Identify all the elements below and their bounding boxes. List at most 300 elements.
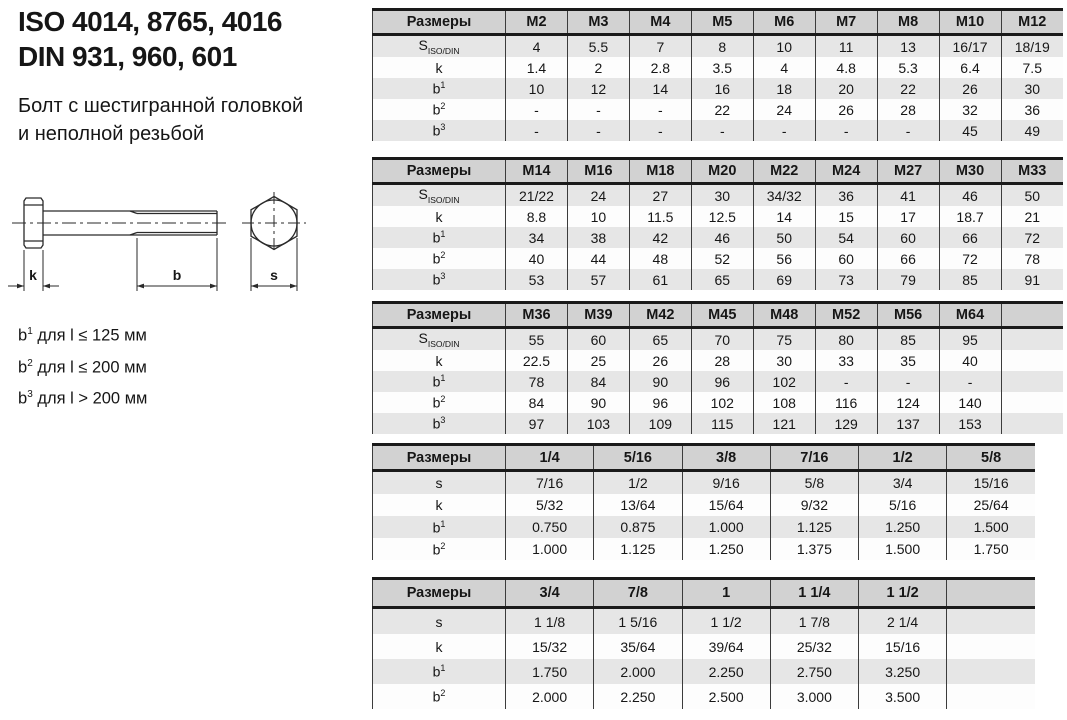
value-cell: 3.500	[859, 684, 947, 709]
value-cell: 8	[691, 35, 753, 58]
row-label: $b^1$	[373, 78, 506, 99]
corner-header: Размеры	[373, 579, 506, 608]
value-cell: -	[815, 371, 877, 392]
value-cell: 18/19	[1001, 35, 1063, 58]
row-label: k	[373, 206, 506, 227]
size-column-header: M27	[877, 159, 939, 184]
value-cell: 91	[1001, 269, 1063, 290]
size-column-header: 1 1/4	[770, 579, 858, 608]
value-cell: 96	[691, 371, 753, 392]
corner-header: Размеры	[373, 303, 506, 328]
table-row	[373, 392, 1064, 413]
value-cell: 66	[877, 248, 939, 269]
size-column-header: M14	[506, 159, 568, 184]
value-cell: 2.8	[629, 57, 691, 78]
row-label: $b^2$	[373, 248, 506, 269]
table-row	[373, 538, 1036, 560]
value-cell: 18.7	[939, 206, 1001, 227]
dim-label-b: b	[172, 267, 182, 283]
value-cell: 10	[506, 78, 568, 99]
value-cell: 30	[691, 184, 753, 207]
value-cell: -	[877, 371, 939, 392]
value-cell: 90	[629, 371, 691, 392]
value-cell: 72	[1001, 227, 1063, 248]
size-column-header: M7	[815, 10, 877, 35]
row-label: $b^2$	[373, 684, 506, 709]
table-row	[373, 413, 1064, 434]
value-cell: 15/64	[682, 494, 770, 516]
value-cell: 95	[939, 328, 1001, 351]
value-cell: 56	[753, 248, 815, 269]
value-cell: 129	[815, 413, 877, 434]
value-cell: 36	[1001, 99, 1063, 120]
value-cell: 50	[753, 227, 815, 248]
size-column-header: M42	[629, 303, 691, 328]
size-column-header: 7/8	[594, 579, 682, 608]
size-column-header: 1	[682, 579, 770, 608]
value-cell: 46	[691, 227, 753, 248]
size-column-header: 5/16	[594, 445, 682, 471]
value-cell: 66	[939, 227, 1001, 248]
value-cell: 2.750	[770, 659, 858, 684]
value-cell: 12.5	[691, 206, 753, 227]
value-cell: 2.500	[682, 684, 770, 709]
size-column-header: M30	[939, 159, 1001, 184]
size-column-header: M36	[506, 303, 568, 328]
size-column-header: M20	[691, 159, 753, 184]
value-cell: 85	[939, 269, 1001, 290]
value-cell: 1.375	[770, 538, 858, 560]
dimension-table	[372, 443, 1035, 560]
table-row	[373, 659, 1036, 684]
value-cell: 1 1/2	[682, 608, 770, 635]
table-row	[373, 494, 1036, 516]
value-cell: 65	[629, 328, 691, 351]
row-label: $b^3$	[373, 269, 506, 290]
value-cell: 2.000	[594, 659, 682, 684]
footnote-b1: $b^1$ для l ≤ 125 мм	[18, 326, 147, 345]
value-cell: 3.5	[691, 57, 753, 78]
value-cell: 103	[567, 413, 629, 434]
size-column-header: M3	[567, 10, 629, 35]
value-cell	[1001, 350, 1063, 371]
size-column-header: 5/8	[947, 445, 1035, 471]
size-column-header	[1001, 303, 1063, 328]
size-column-header: M24	[815, 159, 877, 184]
value-cell: 36	[815, 184, 877, 207]
value-cell: 17	[877, 206, 939, 227]
size-column-header: M16	[567, 159, 629, 184]
value-cell: 38	[567, 227, 629, 248]
value-cell: 30	[753, 350, 815, 371]
value-cell: -	[753, 120, 815, 141]
value-cell: 1.125	[770, 516, 858, 538]
value-cell: 116	[815, 392, 877, 413]
value-cell: 140	[939, 392, 1001, 413]
value-cell: 5/16	[859, 494, 947, 516]
dimension-lines-side	[8, 238, 217, 291]
value-cell: 78	[1001, 248, 1063, 269]
value-cell: 2 1/4	[859, 608, 947, 635]
value-cell: 25/32	[770, 634, 858, 659]
subtitle-line-1: Болт с шестигранной головкой	[18, 95, 304, 117]
value-cell: 3.000	[770, 684, 858, 709]
table-metric-m2-m12	[372, 8, 1063, 141]
value-cell: 27	[629, 184, 691, 207]
value-cell: 102	[691, 392, 753, 413]
value-cell	[947, 659, 1035, 684]
value-cell: 28	[691, 350, 753, 371]
value-cell: 34	[506, 227, 568, 248]
size-column-header: M10	[939, 10, 1001, 35]
value-cell: 35/64	[594, 634, 682, 659]
value-cell: 7.5	[1001, 57, 1063, 78]
subtitle-line-2: и неполной резьбой	[18, 123, 205, 145]
value-cell: 60	[877, 227, 939, 248]
dim-label-k: k	[29, 267, 37, 283]
row-label: $b^1$	[373, 659, 506, 684]
value-cell: 30	[1001, 78, 1063, 99]
title-din: DIN 931, 960, 601	[18, 41, 237, 72]
value-cell	[947, 684, 1035, 709]
table-row	[373, 57, 1064, 78]
size-column-header: 1 1/2	[859, 579, 947, 608]
value-cell: 15/16	[947, 471, 1035, 495]
value-cell: 26	[939, 78, 1001, 99]
value-cell: 8.8	[506, 206, 568, 227]
size-column-header: M5	[691, 10, 753, 35]
value-cell: 39/64	[682, 634, 770, 659]
row-label: $S_{ISO/DIN}$	[373, 35, 506, 58]
table-inch-quarter-to-fiveeighths	[372, 443, 1035, 560]
table-row	[373, 516, 1036, 538]
dimension-table	[372, 157, 1063, 290]
page-subtitle	[18, 92, 303, 148]
value-cell: 22	[691, 99, 753, 120]
value-cell: 96	[629, 392, 691, 413]
size-column-header: M6	[753, 10, 815, 35]
row-label: $b^2$	[373, 99, 506, 120]
size-column-header	[947, 579, 1035, 608]
dimension-table	[372, 577, 1035, 709]
page-title	[18, 4, 282, 74]
value-cell: -	[567, 99, 629, 120]
value-cell: 75	[753, 328, 815, 351]
table-row	[373, 35, 1064, 58]
value-cell: 11	[815, 35, 877, 58]
table-row	[373, 248, 1064, 269]
value-cell: 10	[753, 35, 815, 58]
value-cell: 54	[815, 227, 877, 248]
size-column-header: 3/4	[506, 579, 594, 608]
value-cell: 2.250	[682, 659, 770, 684]
value-cell: 153	[939, 413, 1001, 434]
value-cell: 84	[506, 392, 568, 413]
size-column-header: M33	[1001, 159, 1063, 184]
corner-header: Размеры	[373, 445, 506, 471]
bolt-end-view	[242, 192, 306, 254]
row-label: $b^2$	[373, 538, 506, 560]
value-cell: -	[691, 120, 753, 141]
bolt-technical-drawing	[4, 182, 326, 317]
value-cell: 2	[567, 57, 629, 78]
value-cell: 115	[691, 413, 753, 434]
value-cell: 7	[629, 35, 691, 58]
table-row	[373, 608, 1036, 635]
value-cell: -	[629, 99, 691, 120]
value-cell: 1.500	[947, 516, 1035, 538]
value-cell: 108	[753, 392, 815, 413]
value-cell: 2.000	[506, 684, 594, 709]
row-label: k	[373, 350, 506, 371]
size-column-header: M18	[629, 159, 691, 184]
value-cell: 79	[877, 269, 939, 290]
size-column-header: M56	[877, 303, 939, 328]
value-cell: 109	[629, 413, 691, 434]
value-cell: 1.500	[859, 538, 947, 560]
value-cell: 49	[1001, 120, 1063, 141]
value-cell: 5/8	[770, 471, 858, 495]
value-cell: 15	[815, 206, 877, 227]
value-cell	[947, 608, 1035, 635]
value-cell: 69	[753, 269, 815, 290]
dimension-table	[372, 301, 1063, 434]
value-cell: 52	[691, 248, 753, 269]
corner-header: Размеры	[373, 10, 506, 35]
value-cell: 34/32	[753, 184, 815, 207]
value-cell: -	[506, 120, 568, 141]
value-cell: 4	[506, 35, 568, 58]
value-cell: 5.5	[567, 35, 629, 58]
value-cell: 4.8	[815, 57, 877, 78]
table-row	[373, 350, 1064, 371]
value-cell: 14	[629, 78, 691, 99]
size-column-header: M12	[1001, 10, 1063, 35]
value-cell: 16	[691, 78, 753, 99]
value-cell: 26	[815, 99, 877, 120]
value-cell: 53	[506, 269, 568, 290]
value-cell: 9/32	[770, 494, 858, 516]
table-row	[373, 371, 1064, 392]
value-cell: 44	[567, 248, 629, 269]
value-cell: -	[506, 99, 568, 120]
size-column-header: 3/8	[682, 445, 770, 471]
value-cell: 65	[691, 269, 753, 290]
value-cell: -	[939, 371, 1001, 392]
row-label: $b^1$	[373, 516, 506, 538]
value-cell: 0.875	[594, 516, 682, 538]
table-row	[373, 99, 1064, 120]
value-cell: 1.250	[682, 538, 770, 560]
dim-label-s: s	[270, 267, 278, 283]
value-cell: 42	[629, 227, 691, 248]
value-cell: 1 7/8	[770, 608, 858, 635]
value-cell: 35	[877, 350, 939, 371]
value-cell: 5.3	[877, 57, 939, 78]
size-column-header: 7/16	[770, 445, 858, 471]
value-cell: 3/4	[859, 471, 947, 495]
value-cell	[1001, 413, 1063, 434]
size-column-header: M52	[815, 303, 877, 328]
value-cell: 40	[506, 248, 568, 269]
title-iso: ISO 4014, 8765, 4016	[18, 6, 282, 37]
table-row	[373, 471, 1036, 495]
value-cell: 13	[877, 35, 939, 58]
value-cell: 121	[753, 413, 815, 434]
value-cell: 25/64	[947, 494, 1035, 516]
size-column-header: M4	[629, 10, 691, 35]
value-cell: 24	[753, 99, 815, 120]
bolt-side-view	[12, 198, 226, 248]
value-cell: 73	[815, 269, 877, 290]
value-cell: 13/64	[594, 494, 682, 516]
size-column-header: M2	[506, 10, 568, 35]
value-cell: 11.5	[629, 206, 691, 227]
value-cell	[1001, 371, 1063, 392]
value-cell: 137	[877, 413, 939, 434]
value-cell: 15/32	[506, 634, 594, 659]
value-cell: 90	[567, 392, 629, 413]
value-cell: 20	[815, 78, 877, 99]
table-metric-m36-m64	[372, 301, 1063, 434]
value-cell: 32	[939, 99, 1001, 120]
value-cell: 1 1/8	[506, 608, 594, 635]
value-cell: 78	[506, 371, 568, 392]
value-cell: 2.250	[594, 684, 682, 709]
footnote-b3: $b^3$ для l > 200 мм	[18, 389, 148, 408]
row-label: s	[373, 608, 506, 635]
value-cell: 1.125	[594, 538, 682, 560]
value-cell: 1.000	[506, 538, 594, 560]
value-cell: 48	[629, 248, 691, 269]
value-cell: 84	[567, 371, 629, 392]
value-cell: 14	[753, 206, 815, 227]
size-column-header: M22	[753, 159, 815, 184]
value-cell: 5/32	[506, 494, 594, 516]
table-row	[373, 78, 1064, 99]
value-cell: 45	[939, 120, 1001, 141]
table-row	[373, 120, 1064, 141]
table-inch-threequarter-to-oneandhalf	[372, 577, 1035, 709]
value-cell: 18	[753, 78, 815, 99]
value-cell: 46	[939, 184, 1001, 207]
row-label: $b^3$	[373, 120, 506, 141]
value-cell: 4	[753, 57, 815, 78]
value-cell: 7/16	[506, 471, 594, 495]
value-cell: 6.4	[939, 57, 1001, 78]
row-label: $S_{ISO/DIN}$	[373, 184, 506, 207]
row-label: $b^1$	[373, 227, 506, 248]
table-row	[373, 227, 1064, 248]
value-cell: 24	[567, 184, 629, 207]
size-column-header: M39	[567, 303, 629, 328]
value-cell: 16/17	[939, 35, 1001, 58]
value-cell	[947, 634, 1035, 659]
value-cell: 124	[877, 392, 939, 413]
size-column-header: M48	[753, 303, 815, 328]
row-label: $b^3$	[373, 413, 506, 434]
value-cell: 10	[567, 206, 629, 227]
value-cell: 21/22	[506, 184, 568, 207]
row-label: $b^1$	[373, 371, 506, 392]
value-cell: 55	[506, 328, 568, 351]
row-label: k	[373, 494, 506, 516]
value-cell: 12	[567, 78, 629, 99]
table-metric-m14-m33	[372, 157, 1063, 290]
value-cell: 15/16	[859, 634, 947, 659]
value-cell: 1.4	[506, 57, 568, 78]
value-cell: 60	[815, 248, 877, 269]
value-cell: 40	[939, 350, 1001, 371]
value-cell: 28	[877, 99, 939, 120]
size-column-header: M45	[691, 303, 753, 328]
value-cell: 1.750	[506, 659, 594, 684]
row-label: s	[373, 471, 506, 495]
value-cell: 80	[815, 328, 877, 351]
table-row	[373, 328, 1064, 351]
value-cell: 25	[567, 350, 629, 371]
value-cell: 0.750	[506, 516, 594, 538]
value-cell: 1.750	[947, 538, 1035, 560]
value-cell: -	[629, 120, 691, 141]
dimension-table	[372, 8, 1063, 141]
value-cell: 85	[877, 328, 939, 351]
value-cell: -	[877, 120, 939, 141]
value-cell: 102	[753, 371, 815, 392]
table-row	[373, 684, 1036, 709]
footnote-b2: $b^2$ для l ≤ 200 мм	[18, 357, 147, 376]
table-row	[373, 184, 1064, 207]
size-column-header: M64	[939, 303, 1001, 328]
table-row	[373, 634, 1036, 659]
value-cell: 33	[815, 350, 877, 371]
value-cell: -	[567, 120, 629, 141]
value-cell: 61	[629, 269, 691, 290]
row-label: k	[373, 634, 506, 659]
size-column-header: M8	[877, 10, 939, 35]
value-cell	[1001, 328, 1063, 351]
row-label: k	[373, 57, 506, 78]
value-cell: 41	[877, 184, 939, 207]
value-cell	[1001, 392, 1063, 413]
value-cell: 60	[567, 328, 629, 351]
value-cell: 57	[567, 269, 629, 290]
value-cell: 97	[506, 413, 568, 434]
value-cell: 21	[1001, 206, 1063, 227]
size-column-header: 1/4	[506, 445, 594, 471]
value-cell: -	[815, 120, 877, 141]
value-cell: 50	[1001, 184, 1063, 207]
value-cell: 1 5/16	[594, 608, 682, 635]
value-cell: 1.000	[682, 516, 770, 538]
value-cell: 72	[939, 248, 1001, 269]
value-cell: 9/16	[682, 471, 770, 495]
value-cell: 1/2	[594, 471, 682, 495]
row-label: $S_{ISO/DIN}$	[373, 328, 506, 351]
corner-header: Размеры	[373, 159, 506, 184]
value-cell: 22	[877, 78, 939, 99]
value-cell: 70	[691, 328, 753, 351]
row-label: $b^2$	[373, 392, 506, 413]
value-cell: 22.5	[506, 350, 568, 371]
footnotes	[18, 318, 147, 413]
table-row	[373, 269, 1064, 290]
value-cell: 3.250	[859, 659, 947, 684]
value-cell: 26	[629, 350, 691, 371]
table-row	[373, 206, 1064, 227]
value-cell: 1.250	[859, 516, 947, 538]
size-column-header: 1/2	[859, 445, 947, 471]
